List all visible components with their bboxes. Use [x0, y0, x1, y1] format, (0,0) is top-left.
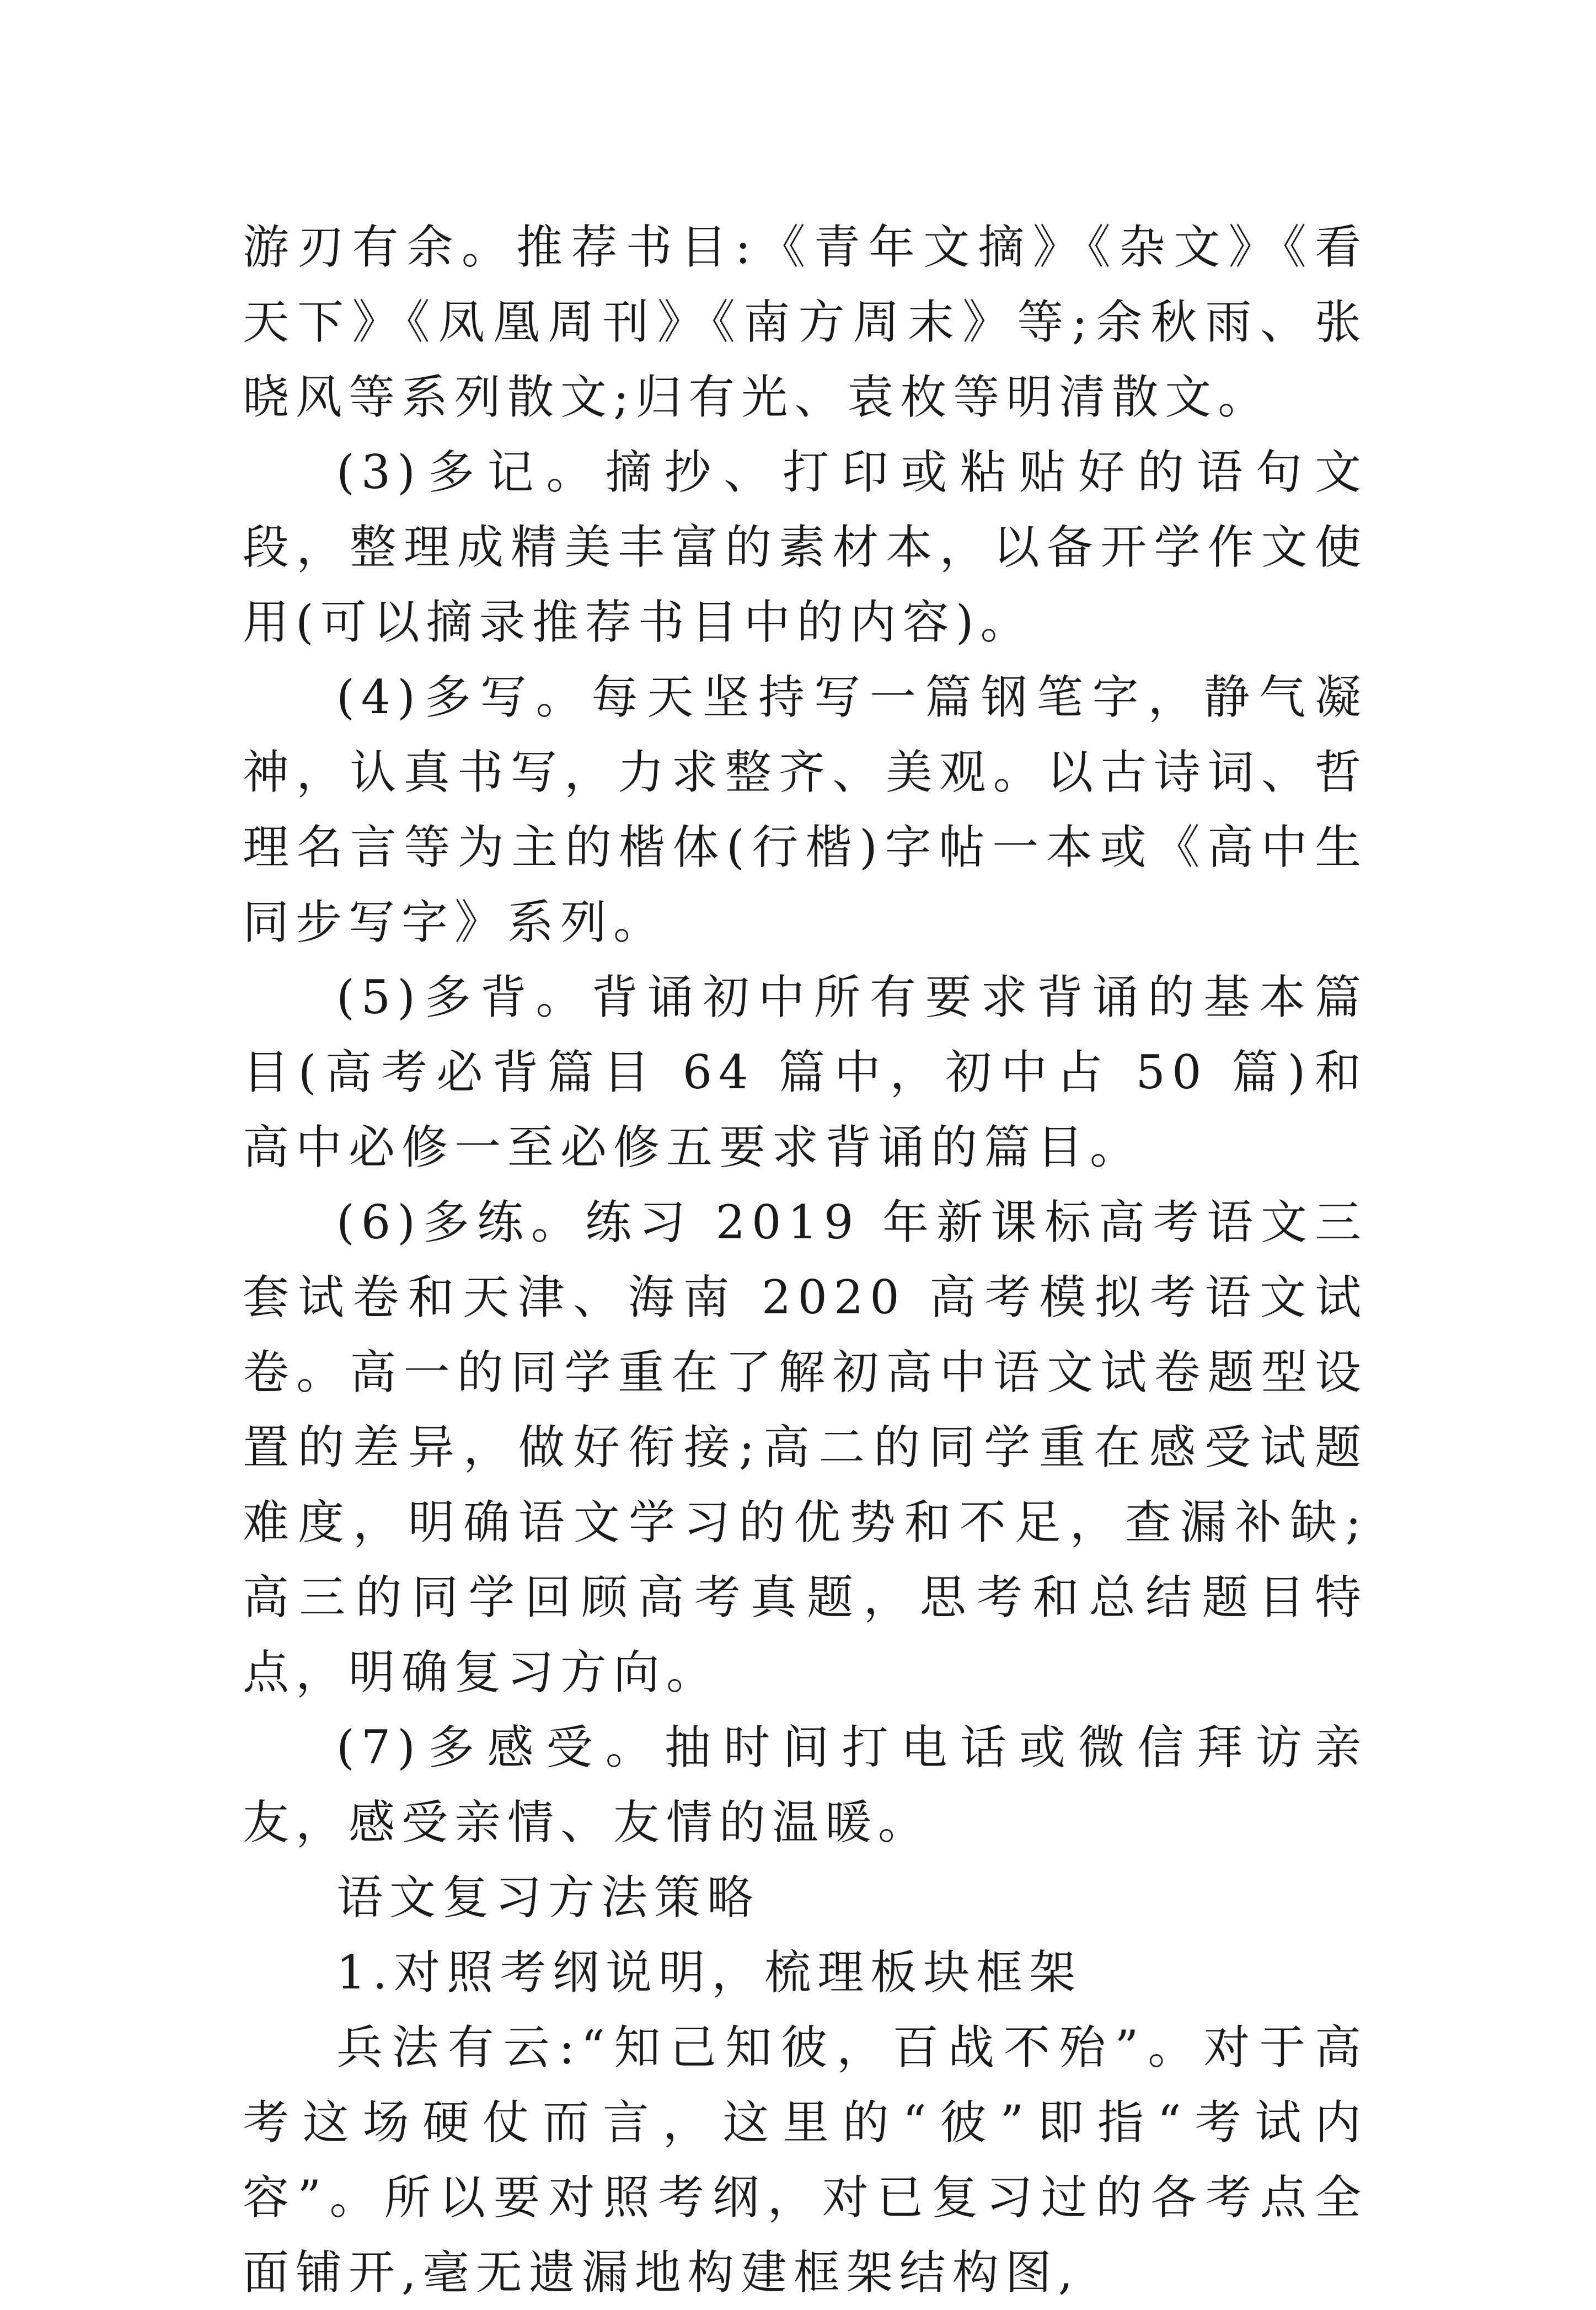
document-body [243, 210, 1368, 2310]
paragraph-item-6-practice: (6)多练。练习 2019 年新课标高考语文三套试卷和天津、海南 2020 高考模拟考语文试卷。高一的同学重在了解初高中语文试卷题型设置的差异，做好衔接;高二的同学重在感受试题难度，明确语文学习的优势和不足，查漏补缺;高三的同学回顾高考真题，思考和总结题目特点，明确复习方向。 [243, 1195, 1368, 1699]
paragraph-item-7-feel: (7)多感受。抽时间打电话或微信拜访亲友，感受亲情、友情的温暖。 [243, 1720, 1368, 1849]
subheading-1-framework: 1.对照考纲说明，梳理板块框架 [336, 1945, 1083, 1999]
paragraph-item-3-record: (3)多记。摘抄、打印或粘贴好的语句文段，整理成精美丰富的素材本，以备开学作文使用(可以摘录推荐书目中的内容)。 [243, 445, 1368, 649]
paragraph-reading-list: 游刃有余。推荐书目:《青年文摘》《杂文》《看天下》《凤凰周刊》《南方周末》等;余秋雨、张晓风等系列散文;归有光、袁枚等明清散文。 [243, 220, 1368, 424]
paragraph-item-4-write: (4)多写。每天坚持写一篇钢笔字，静气凝神，认真书写，力求整齐、美观。以古诗词、哲理名言等为主的楷体(行楷)字帖一本或《高中生同步写字》系列。 [243, 670, 1368, 949]
paragraph-item-5-recite: (5)多背。背诵初中所有要求背诵的基本篇目(高考必背篇目 64 篇中，初中占 50 篇)和高中必修一至必修五要求背诵的篇目。 [243, 970, 1368, 1174]
section-heading-strategy: 语文复习方法策略 [336, 1870, 760, 1924]
paragraph-know-enemy: 兵法有云:“知己知彼，百战不殆”。对于高考这场硬仗而言，这里的“彼”即指“考试内容”。所以要对照考纲，对已复习过的各考点全面铺开,毫无遗漏地构建框架结构图, [243, 2020, 1368, 2300]
